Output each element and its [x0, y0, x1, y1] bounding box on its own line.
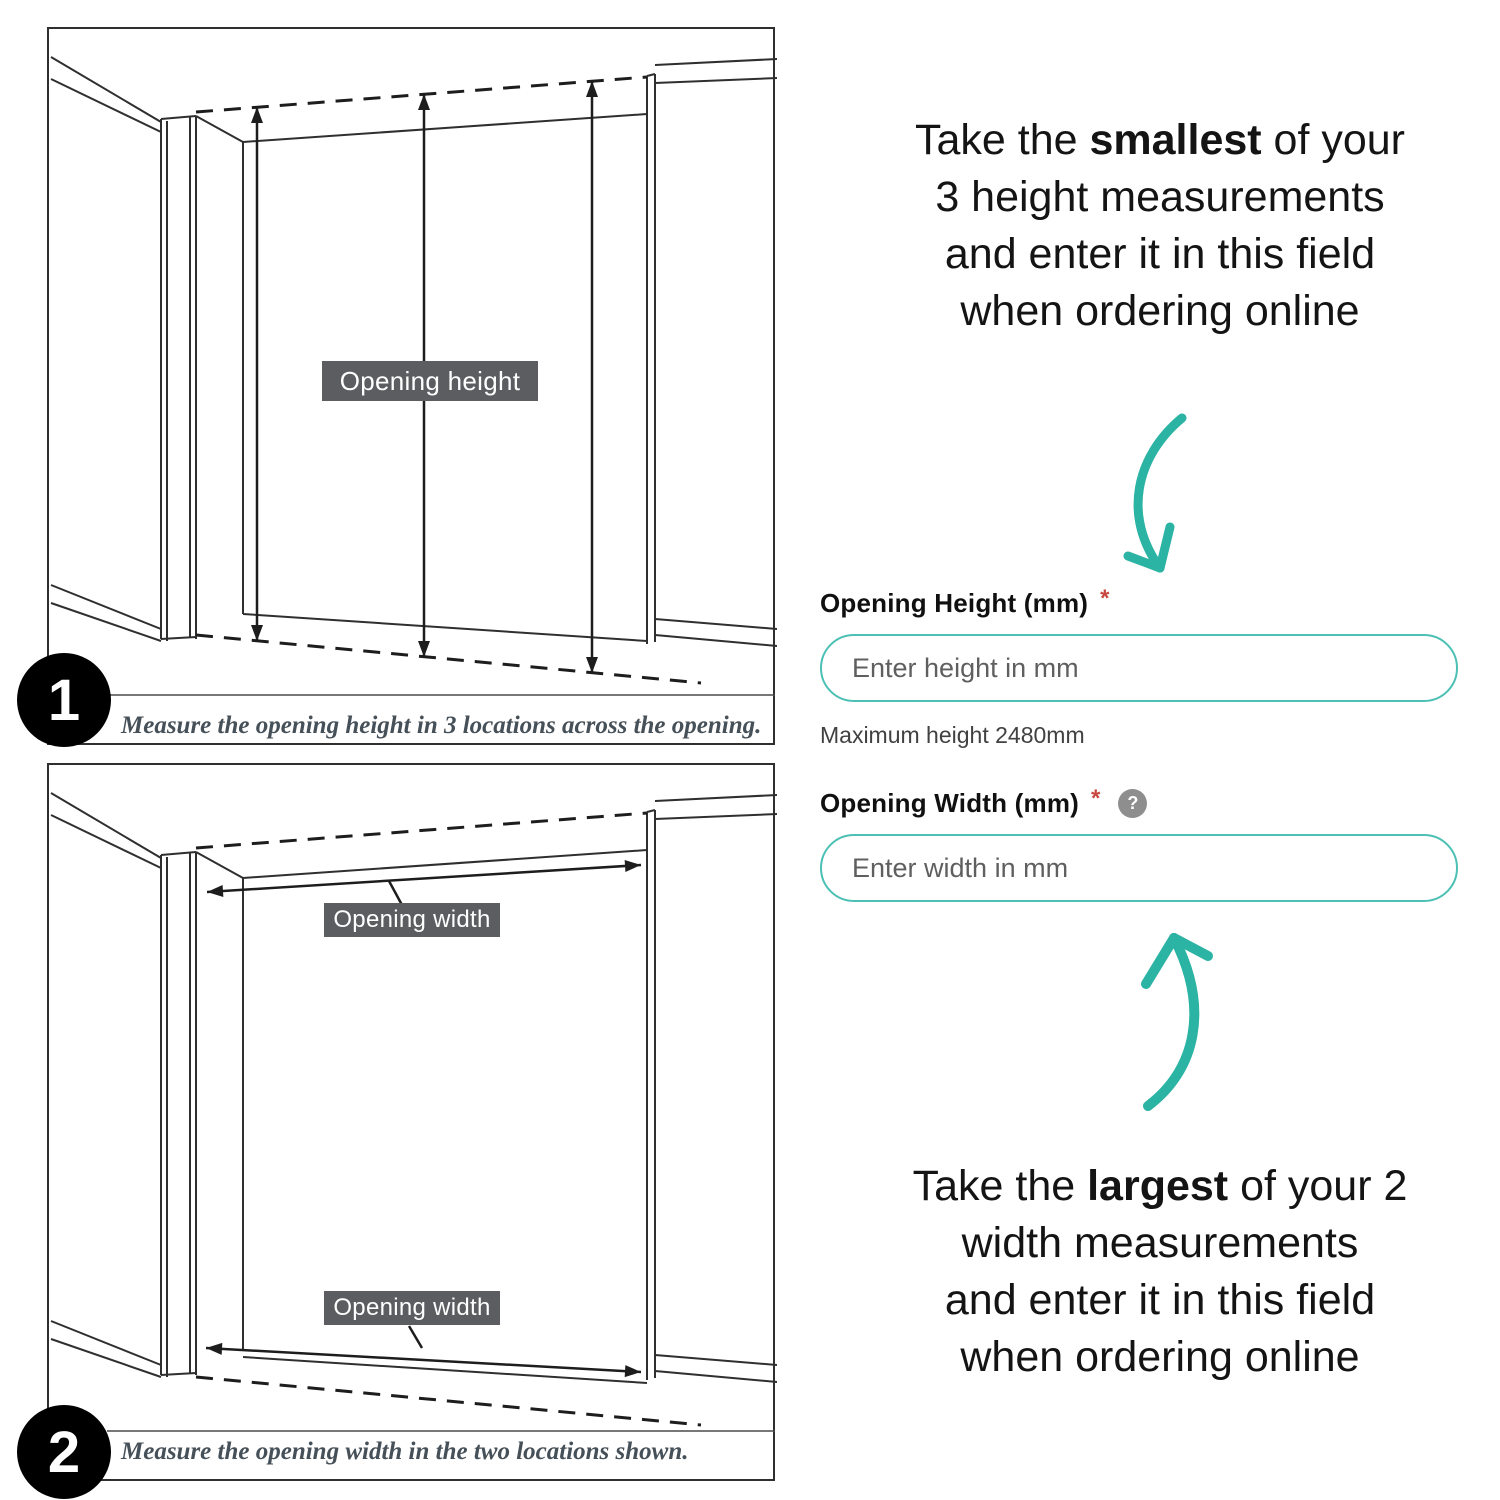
width-instruction-line1-post: of your 2	[1228, 1162, 1408, 1210]
required-asterisk: *	[1100, 584, 1110, 612]
wardrobe-opening-width-drawing	[49, 765, 777, 1483]
opening-height-label: Opening Height (mm)	[820, 588, 1089, 618]
width-instruction-text	[815, 1158, 1500, 1386]
curved-arrow-down-icon	[1086, 410, 1216, 600]
height-instruction-text	[815, 112, 1500, 340]
width-instruction-line4: when ordering online	[960, 1333, 1360, 1381]
opening-height-input[interactable]	[820, 634, 1458, 702]
step2-badge: 2	[17, 1405, 111, 1499]
opening-height-measure-label: Opening height	[322, 361, 538, 401]
height-instruction-bold: smallest	[1089, 116, 1262, 164]
width-instruction-line3: and enter it in this field	[944, 1276, 1376, 1324]
height-instruction-line2: 3 height measurements	[935, 173, 1385, 221]
help-icon[interactable]: ?	[1118, 789, 1147, 818]
opening-height-label-row	[820, 584, 1110, 619]
required-asterisk: *	[1091, 784, 1101, 812]
width-instruction-line2: width measurements	[961, 1219, 1359, 1267]
max-height-helper-text: Maximum height 2480mm	[820, 722, 1085, 748]
step2-caption: Measure the opening width in the two locations shown.	[121, 1438, 689, 1465]
opening-width-input[interactable]	[820, 834, 1458, 902]
height-instruction-line1-pre: Take the	[914, 116, 1090, 164]
opening-width-measure-label-bottom: Opening width	[324, 1291, 500, 1325]
step1-caption: Measure the opening height in 3 locations across the opening.	[121, 712, 762, 739]
width-instruction-bold: largest	[1087, 1162, 1229, 1210]
step1-badge: 1	[17, 653, 111, 747]
opening-width-label-row	[820, 784, 1147, 819]
height-instruction-line4: when ordering online	[960, 287, 1360, 335]
curved-arrow-up-icon	[1120, 918, 1235, 1118]
width-instruction-line1-pre: Take the	[912, 1162, 1088, 1210]
opening-width-label: Opening Width (mm)	[820, 788, 1079, 818]
height-instruction-line3: and enter it in this field	[944, 230, 1376, 278]
diagram-step2	[47, 763, 775, 1481]
height-instruction-line1-post: of your	[1261, 116, 1405, 164]
opening-width-measure-label-top: Opening width	[324, 903, 500, 937]
